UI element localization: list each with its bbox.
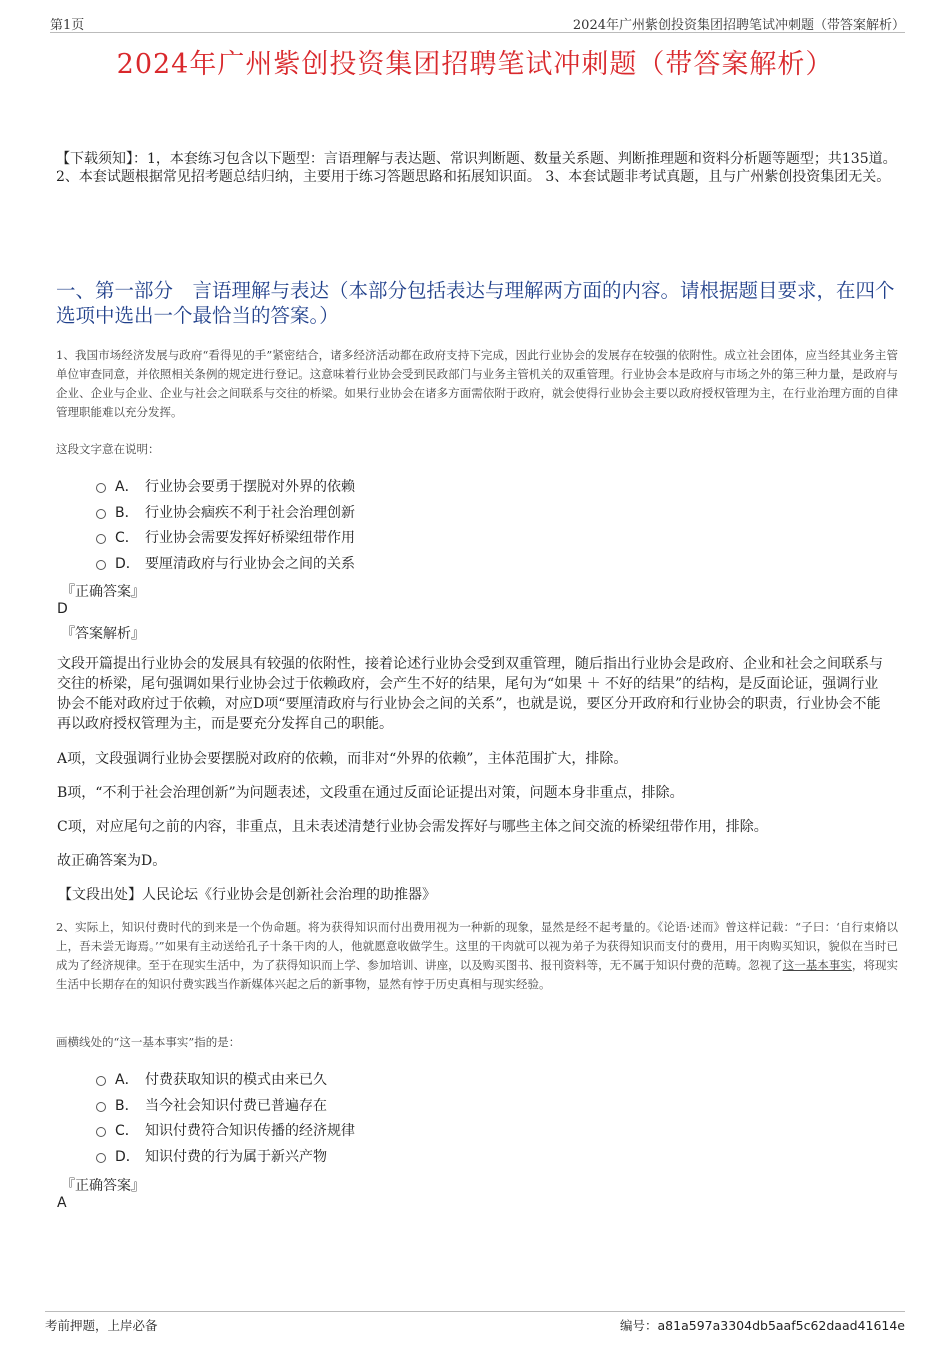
- analysis-label: 『答案解析』: [61, 626, 145, 642]
- radio-icon[interactable]: [96, 1127, 106, 1137]
- question-2-prompt: 画横线处的“这一基本事实”指的是：: [56, 1035, 241, 1049]
- question-1-stem: 1、我国市场经济发展与政府“看得见的手”紧密结合，诸多经济活动都在政府支持下完成，因此行业协会的发展存在较强的依附性。成立社会团体，应当经其业务主管单位审查同意，并依照相关条例的规定进行登记。这意味着行业协会受到民政部门与业务主管机关的双重管理。行业协会本是政府与市场之外的第三种力量，是政府与企业、企业与企业、企业与社会之间联系与交往的桥梁。如果行业协会在诸多方面需依附于政府，就会使得行业协会主要以政府授权管理为主，在行业治理方面的自律管理职能难以充分发挥。: [56, 348, 898, 419]
- option-letter: B．: [115, 1097, 139, 1114]
- passage-source: 【文段出处】人民论坛《行业协会是创新社会治理的助推器》: [58, 887, 436, 903]
- stem-text: 2、实际上，知识付费时代的到来是一个伪命题。将为获得知识而付出费用视为一种新的现象，显然是经不起考量的。《论语·述而》曾这样记载：“子曰：‘自行束脩以上，吾未尝无诲焉。’”如果有主动送给孔子十条干肉的人，他就愿意收做学生。这里的干肉就可以视为弟子为获得知识而支付的费用，用干肉购买知识，貌似在当时已成为了经济规律。至于在现实生活中，为了获得知识而上学、参加培训、讲座，以及购买图书、报刊资料等，无不属于知识付费的范畴。忽视了: [56, 920, 898, 972]
- option-text: 知识付费的行为属于新兴产物: [145, 1148, 327, 1165]
- radio-icon[interactable]: [96, 1076, 106, 1086]
- document-code: [620, 1316, 905, 1334]
- code-label: 编号：: [620, 1318, 658, 1333]
- page-footer: [45, 1311, 905, 1333]
- option-text: 付费获取知识的模式由来已久: [145, 1072, 327, 1088]
- option-letter: B．: [115, 504, 139, 521]
- option-letter: D．: [115, 1148, 140, 1165]
- option-letter: A．: [115, 479, 139, 495]
- underlined-phrase: 这一基本事实: [782, 958, 852, 972]
- option-d[interactable]: [96, 1146, 796, 1172]
- radio-icon[interactable]: [96, 509, 106, 519]
- footer-slogan: 考前押题，上岸必备: [45, 1318, 158, 1333]
- question-1-options: [96, 476, 796, 578]
- option-text: 当今社会知识付费已普遍存在: [145, 1097, 327, 1114]
- option-d[interactable]: [96, 553, 796, 579]
- code-value: a81a597a3304db5aaf5c62daad41614e: [657, 1318, 905, 1333]
- stem-text: ，将现实生活中长期存在的知识付费实践当作新媒体兴起之后的新事物，显然有悖于历史真相与现实经验。: [56, 958, 899, 991]
- question-1-prompt: 这段文字意在说明：: [56, 442, 160, 456]
- page-number: 第1页: [50, 18, 85, 33]
- option-letter: A．: [115, 1072, 139, 1088]
- option-text: 行业协会痼疾不利于社会治理创新: [145, 504, 355, 521]
- correct-answer-label: 『正确答案』: [61, 584, 145, 600]
- correct-answer: D: [57, 601, 68, 617]
- radio-icon[interactable]: [96, 534, 106, 544]
- analysis-paragraph: C项，对应尾句之前的内容，非重点，且未表述清楚行业协会需发挥好与哪些主体之间交流的桥梁纽带作用，排除。: [57, 819, 768, 835]
- analysis-paragraph: 故正确答案为D。: [57, 853, 167, 869]
- radio-icon[interactable]: [96, 483, 106, 493]
- option-text: 行业协会要勇于摆脱对外界的依赖: [145, 479, 355, 495]
- correct-answer: A: [57, 1195, 67, 1211]
- question-2-options: [96, 1069, 796, 1171]
- section-title: 一、第一部分 言语理解与表达（本部分包括表达与理解两方面的内容。请根据题目要求，在四个选项中选出一个最恰当的答案。）: [56, 279, 895, 327]
- option-a[interactable]: [96, 1069, 796, 1095]
- radio-icon[interactable]: [96, 1153, 106, 1163]
- analysis-paragraph: A项，文段强调行业协会要摆脱对政府的依赖，而非对“外界的依赖”，主体范围扩大，排除。: [57, 751, 628, 767]
- option-text: 行业协会需要发挥好桥梁纽带作用: [145, 530, 355, 546]
- header-doc-title: 2024年广州紫创投资集团招聘笔试冲刺题（带答案解析）: [572, 18, 905, 33]
- analysis-paragraph: B项，“不利于社会治理创新”为问题表述，文段重在通过反面论证提出对策，问题本身非重点，排除。: [57, 785, 684, 801]
- page-header: [50, 14, 905, 33]
- option-letter: C．: [115, 530, 139, 546]
- page-title: 2024年广州紫创投资集团招聘笔试冲刺题（带答案解析）: [116, 49, 834, 80]
- option-letter: C．: [115, 1123, 139, 1139]
- option-text: 要厘清政府与行业协会之间的关系: [145, 555, 355, 572]
- option-b[interactable]: [96, 502, 796, 528]
- question-2-stem: [56, 918, 898, 994]
- option-c[interactable]: [96, 1120, 796, 1146]
- option-a[interactable]: [96, 476, 796, 502]
- radio-icon[interactable]: [96, 1102, 106, 1112]
- download-notice: 【下载须知】：1，本套练习包含以下题型：言语理解与表达题、常识判断题、数量关系题、判断推理题和资料分析题等题型；共135道。 2、本套试题根据常见招考题总结归纳，主要用于练习答题思路和拓展知识面。 3、本套试题非考试真题，且与广州紫创投资集团无关。: [56, 151, 897, 185]
- option-c[interactable]: [96, 527, 796, 553]
- correct-answer-label: 『正确答案』: [61, 1178, 145, 1194]
- option-letter: D．: [115, 555, 140, 572]
- option-text: 知识付费符合知识传播的经济规律: [145, 1123, 355, 1139]
- radio-icon[interactable]: [96, 560, 106, 570]
- option-b[interactable]: [96, 1095, 796, 1121]
- analysis-paragraph: 文段开篇提出行业协会的发展具有较强的依附性，接着论述行业协会受到双重管理，随后指出行业协会是政府、企业和社会之间联系与交往的桥梁，尾句强调如果行业协会过于依赖政府，会产生不好的结果，尾句为“如果 ＋ 不好的结果”的结构，是反面论证，强调行业协会不能对政府过于依赖，对应D项“要厘清政府与行业协会之间的关系”，也就是说，要区分开政府和行业协会的职责，行业协会不能再以政府授权管理为主，而是要充分发挥自己的职能。: [57, 656, 883, 732]
